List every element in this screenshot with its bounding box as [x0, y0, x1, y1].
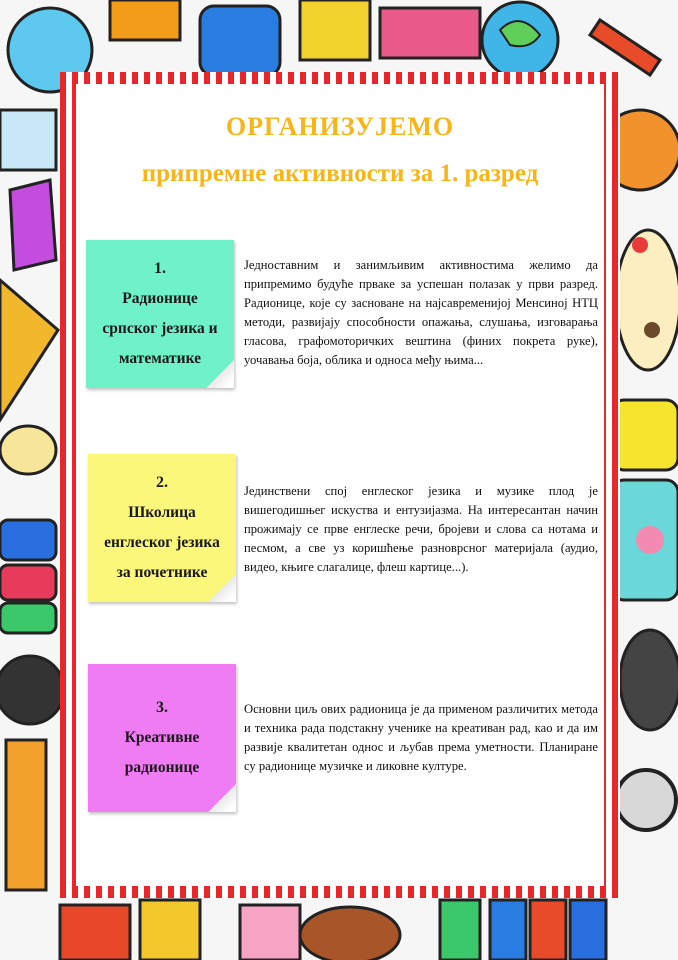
page-title: ОРГАНИЗУЈЕМО: [225, 112, 455, 141]
activity-description-3: Основни циљ ових радионица је да применом различитих метода и техника рада подстакну ученике на креативан рад, као и да им развије квалитетан однос и љубав према уметности. Планиране су радионице музичке и ликовне културе.: [244, 702, 598, 773]
activity-description-2: Јединствени спој енглеског језика и музике плод је вишегодишњег искуства и ентузијазма. На интересантан начин прожимају се прве енглеске речи, бројеви и слова са нотама и песмом, а све уз коришћење разноврсног материјала (аудио, видео, књиге слагалице, флеш картице...).: [244, 484, 598, 574]
activity-label-line: за почетнике: [116, 564, 208, 581]
activity-label-line: енглеског језика: [104, 534, 220, 551]
scissors-icon: [240, 905, 300, 960]
activity-note-2: [88, 454, 236, 602]
page-curl: [206, 360, 234, 388]
activity-note-1: [86, 240, 234, 388]
page-curl: [208, 574, 236, 602]
magnifier-icon: [616, 770, 676, 830]
football-icon: [300, 907, 400, 960]
activity-label-line: српског језика и: [102, 320, 218, 337]
page-curl: [208, 784, 236, 812]
ruler-icon: [6, 740, 46, 890]
crayon-icon: [10, 180, 56, 270]
paint-palette-icon: [616, 230, 678, 370]
set-square-icon: [0, 280, 58, 420]
page-subtitle: припремне активности за 1. разред: [141, 160, 539, 187]
activity-label-line: радионице: [124, 759, 200, 776]
backpack-icon: [200, 6, 280, 76]
activity-label-line: Креативне: [124, 729, 200, 746]
activity-label-line: Радионице: [122, 290, 198, 307]
activity-number: 2.: [156, 474, 168, 491]
activity-label-line: математике: [118, 350, 202, 367]
activity-description-1: Једноставним и занимљивим активностима желимо да припремимо будуће прваке за успешан полазак у први разред. Радионице, које су засноване на најсавременијој Менсиној НТЦ методи, развијају способности опажања, слушања, изговарања гласова, графомоторичких вештина (финих покрета руке), уочавања боја, облика и односа међу њима...: [244, 258, 598, 367]
activity-number: 3.: [156, 699, 168, 716]
activity-label-line: Школица: [128, 504, 196, 521]
activity-number: 1.: [154, 260, 166, 277]
pencil-icon: [590, 20, 660, 75]
activity-note-3: [88, 664, 236, 812]
